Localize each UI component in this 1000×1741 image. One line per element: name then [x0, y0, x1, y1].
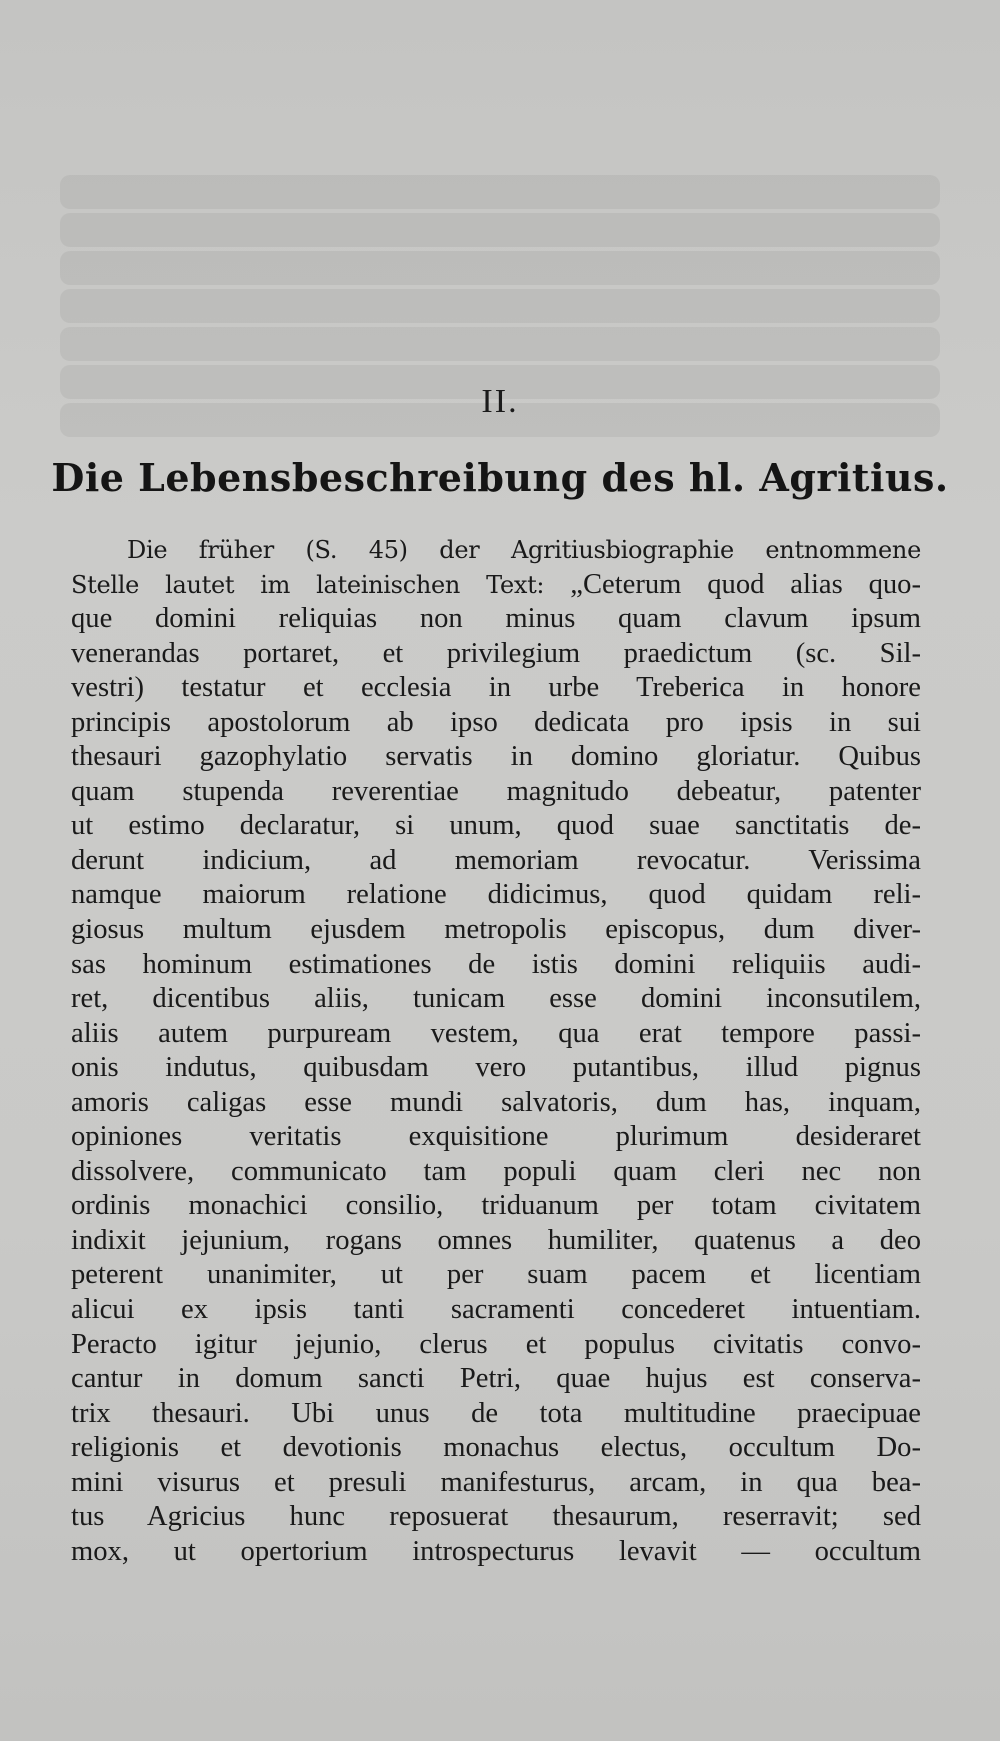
text-line: aliis autem purpuream vestem, qua erat tempore passi- — [71, 1017, 921, 1049]
text-line: tus Agricius hunc reposuerat thesaurum, reserravit; sed — [71, 1501, 921, 1533]
text-line: quam stupenda reverentiae magnitudo debeatur, patenter — [71, 775, 921, 807]
text-line: ut estimo declaratur, si unum, quod suae sanctitatis de- — [71, 810, 921, 842]
text-line: dissolvere, communicato tam populi quam cleri nec non — [71, 1155, 921, 1187]
text-line: religionis et devotionis monachus electus, occultum Do- — [71, 1432, 921, 1464]
text-line: opiniones veritatis exquisitione plurimum desideraret — [71, 1121, 921, 1153]
text-line: giosus multum ejusdem metropolis episcopus, dum diver- — [71, 914, 921, 946]
text-line: Die früher (S. 45) der Agritiusbiographie entnommene — [127, 536, 921, 564]
text-line: venerandas portaret, et privilegium praedictum (sc. Sil- — [71, 637, 921, 669]
text-line: peterent unanimiter, ut per suam pacem et licentiam — [71, 1259, 921, 1291]
text-line: ret, dicentibus aliis, tunicam esse domini inconsutilem, — [71, 983, 921, 1015]
section-numeral: II. — [481, 383, 519, 420]
text-line: mox, ut opertorium introspecturus levavit — occultum — [71, 1535, 921, 1567]
chapter-heading: Die Lebensbeschreibung des hl. Agritius. — [51, 455, 949, 500]
text-line: trix thesauri. Ubi unus de tota multitudine praecipuae — [71, 1397, 921, 1429]
text-line: principis apostolorum ab ipso dedicata pro ipsis in sui — [71, 706, 921, 738]
text-line: vestri) testatur et ecclesia in urbe Treberica in honore — [71, 672, 921, 704]
text-line: onis indutus, quibusdam vero putantibus, illud pignus — [71, 1052, 921, 1084]
text-line: indixit jejunium, rogans omnes humiliter, quatenus a deo — [71, 1224, 921, 1256]
text-line: ordinis monachici consilio, triduanum per totam civitatem — [71, 1190, 921, 1222]
text-line: Stelle lautet im lateinischen Text: „Ceterum quod alias quo- — [71, 568, 921, 600]
text-line: namque maiorum relatione didicimus, quod quidam reli- — [71, 879, 921, 911]
text-line: alicui ex ipsis tanti sacramenti concederet intuentiam. — [71, 1294, 921, 1326]
text-line: Peracto igitur jejunio, clerus et populus civitatis convo- — [71, 1328, 921, 1360]
body-paragraph — [71, 533, 921, 1569]
text-line: que domini reliquias non minus quam clavum ipsum — [71, 603, 921, 635]
text-line: amoris caligas esse mundi salvatoris, dum has, inquam, — [71, 1086, 921, 1118]
text-line: cantur in domum sancti Petri, quae hujus est conserva- — [71, 1363, 921, 1395]
text-line: derunt indicium, ad memoriam revocatur. Verissima — [71, 844, 921, 876]
text-line: sas hominum estimationes de istis domini reliquiis audi- — [71, 948, 921, 980]
text-line: thesauri gazophylatio servatis in domino gloriatur. Quibus — [71, 741, 921, 773]
show-through-text — [60, 175, 940, 475]
text-line: mini visurus et presuli manifesturus, arcam, in qua bea- — [71, 1466, 921, 1498]
